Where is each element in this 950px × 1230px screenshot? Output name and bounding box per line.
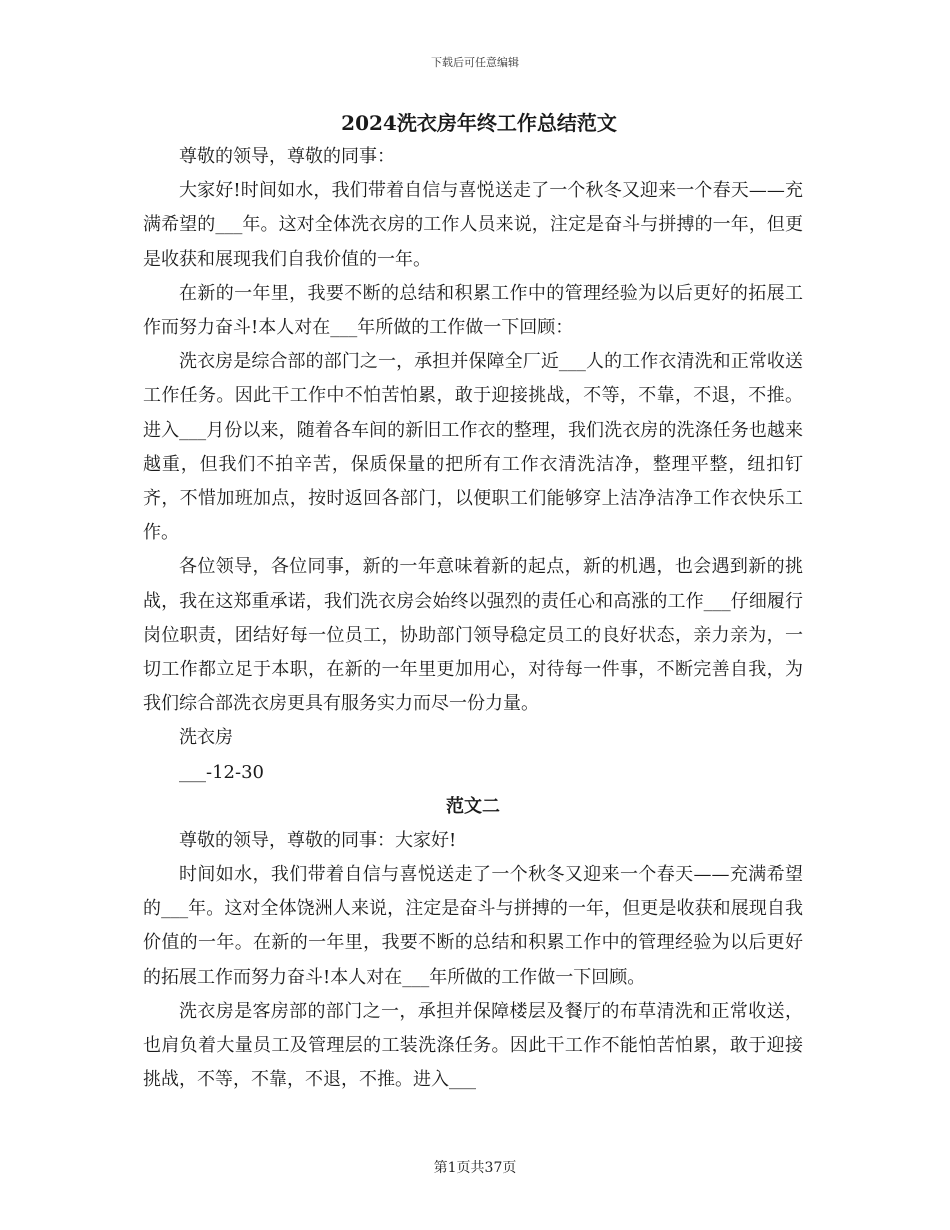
document-body	[143, 106, 803, 1097]
document-title: 2024洗衣房年终工作总结范文	[341, 111, 617, 135]
paragraph: 时间如水，我们带着自信与喜悦送走了一个秋冬又迎来一个春天——充满希望的___年。这对全体饶洲人来说，注定是奋斗与拼搏的一年，但更是收获和展现自我价值的一年。在新的一年里，我要不断的总结和积累工作中的管理经验为以后更好的拓展工作而努力奋斗!本人对在___年所做的工作做一下回顾。	[143, 864, 803, 988]
paragraph: 在新的一年里，我要不断的总结和积累工作中的管理经验为以后更好的拓展工作而努力奋斗!本人对在___年所做的工作做一下回顾：	[143, 282, 803, 339]
page-header-note: 下载后可任意编辑	[431, 56, 519, 69]
paragraph: 各位领导，各位同事，新的一年意味着新的起点，新的机遇，也会遇到新的挑战，我在这郑重承诺，我们洗衣房会始终以强烈的责任心和高涨的工作___仔细履行岗位职责，团结好每一位员工，协助部门领导稳定员工的良好状态，亲力亲为，一切工作都立足于本职，在新的一年里更加用心，对待每一件事，不断完善自我，为我们综合部洗衣房更具有服务实力而尽一份力量。	[143, 556, 803, 715]
page-number: 第1页共37页	[433, 1160, 517, 1176]
section-heading: 范文二	[446, 795, 500, 817]
signature-department: 洗衣房	[179, 727, 233, 749]
paragraph: 尊敬的领导，尊敬的同事：大家好!	[179, 829, 457, 851]
signature-date: ___-12-30	[179, 761, 264, 783]
paragraph: 洗衣房是客房部的部门之一，承担并保障楼层及餐厅的布草清洗和正常收送，也肩负着大量员工及管理层的工装洗涤任务。因此干工作不能怕苦怕累，敢于迎接挑战，不等，不靠，不退，不推。进入___	[143, 1000, 803, 1091]
paragraph: 大家好!时间如水，我们带着自信与喜悦送走了一个秋冬又迎来一个春天——充满希望的___年。这对全体洗衣房的工作人员来说，注定是奋斗与拼搏的一年，但更是收获和展现我们自我价值的一年。	[143, 180, 803, 270]
paragraph: 洗衣房是综合部的部门之一，承担并保障全厂近___人的工作衣清洗和正常收送工作任务。因此干工作中不怕苦怕累，敢于迎接挑战，不等，不靠，不退，不推。进入___月份以来，随着各车间的新旧工作衣的整理，我们洗衣房的洗涤任务也越来越重，但我们不拍辛苦，保质保量的把所有工作衣清洗洁净，整理平整，纽扣钉齐，不惜加班加点，按时返回各部门，以便职工们能够穿上洁净洁净工作衣快乐工作。	[143, 351, 803, 544]
paragraph: 尊敬的领导，尊敬的同事：	[179, 146, 395, 167]
